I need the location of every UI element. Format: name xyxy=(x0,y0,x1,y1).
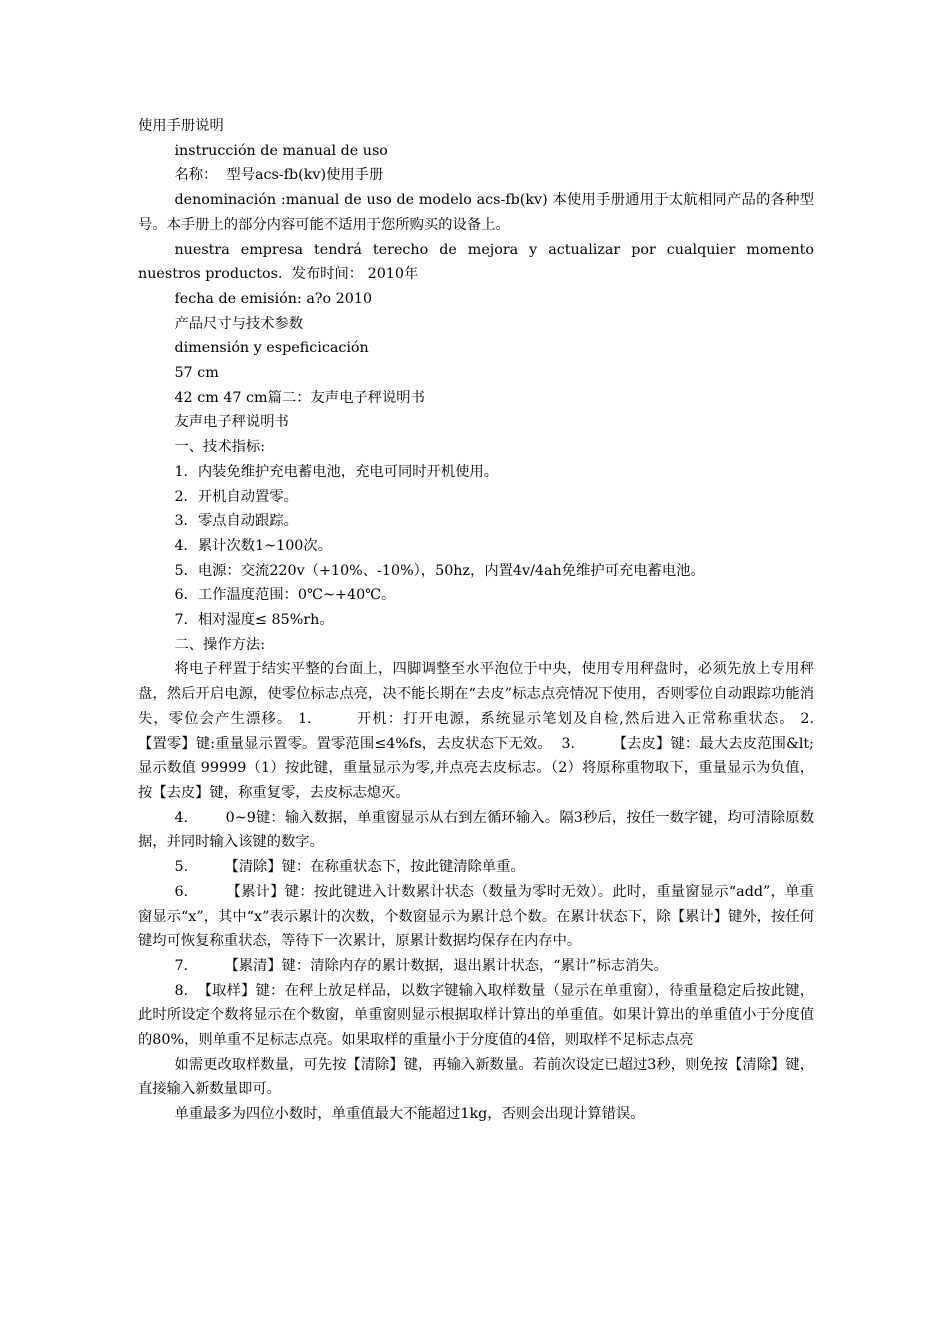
list-item: 6．工作温度范围：0℃~+40℃。 xyxy=(174,587,396,604)
list-item: 2．开机自动置零。 xyxy=(174,488,298,505)
list-item: 5．电源：交流220v（+10%、-10%），50hz，内置4v/4ah免维护可充电蓄电池。 xyxy=(174,562,705,579)
section-heading: 二、操作方法: xyxy=(174,636,266,653)
paragraph: 6. 【累计】键：按此键进入计数累计状态（数量为零时无效）。此时，重量窗显示“add”，单重窗显示“x”，其中“x”表示累计的次数，个数窗显示为累计总个数。在累计状态下，除【累计】键外，按任何键均可恢复称重状态，等待下一次累计，原累计数据均保存在内存中。 xyxy=(138,883,814,950)
list-item: 7．相对湿度≤ 85%rh。 xyxy=(174,612,334,629)
list-item: 4．累计次数1~100次。 xyxy=(174,537,332,554)
paragraph: nuestra empresa tendrá terecho de mejora y actualizar por cualquier momento nuestros productos. 发布时间： 2010年 xyxy=(138,241,819,283)
paragraph: 8. 【取样】键：在秤上放足样品，以数字键输入取样数量（显示在单重窗），待重量稳定后按此键，此时所设定个数将显示在个数窗，单重窗则显示根据取样计算出的单重值。如果计算出的单重值小于分度值的80%，则单重不足标志点亮。如果取样的重量小于分度值的4倍，则取样不足标志点亮 xyxy=(138,982,814,1049)
paragraph: 单重最多为四位小数时，单重值最大不能超过1kg，否则会出现计算错误。 xyxy=(174,1106,645,1123)
paragraph: 42 cm 47 cm篇二：友声电子秤说明书 xyxy=(174,389,425,406)
section-heading: 友声电子秤说明书 xyxy=(174,414,289,431)
section-heading: 一、技术指标: xyxy=(174,439,266,456)
paragraph: 57 cm xyxy=(174,365,219,382)
paragraph: 如需更改取样数量，可先按【清除】键，再输入新数量。若前次设定已超过3秒，则免按【清除】键，直接输入新数量即可。 xyxy=(138,1056,814,1098)
paragraph: dimensión y espeficicación xyxy=(174,340,369,357)
paragraph: fecha de emisión: a?o 2010 xyxy=(174,290,373,307)
paragraph: instrucción de manual de uso xyxy=(174,142,388,159)
section-heading: 产品尺寸与技术参数 xyxy=(174,315,304,332)
paragraph: 将电子秤置于结实平整的台面上，四脚调整至水平泡位于中央，使用专用秤盘时，必须先放上专用秤盘，然后开启电源，使零位标志点亮，决不能长期在“去皮”标志点亮情况下使用，否则零位自动跟踪功能消失，零位会产生漂移。 1. 开机：打开电源，系统显示笔划及自检,然后进入正常称重状态。 2. 【置零】键:重量显示置零。置零范围≤4%fs，去皮状态下无效。 3. 【去皮】键：最大去皮范围&lt;显示数值 99999（1）按此键，重量显示为零,并点亮去皮标志。（2）将原称重物取下，重量显示为负值，按【去皮】键，称重复零，去皮标志熄灭。 xyxy=(138,661,851,801)
document-title: 使用手册说明 xyxy=(138,118,224,134)
list-item: 3．零点自动跟踪。 xyxy=(174,513,298,530)
paragraph: 名称： 型号acs-fb(kv)使用手册 xyxy=(174,167,384,184)
document-body xyxy=(138,114,851,1127)
paragraph: 4. 0~9键：输入数据，单重窗显示从右到左循环输入。隔3秒后，按任一数字键，均可清除原数据，并同时输入该键的数字。 xyxy=(138,809,814,851)
paragraph: 7. 【累清】键：清除内存的累计数据，退出累计状态，“累计”标志消失。 xyxy=(174,957,668,974)
paragraph: denominación :manual de uso de modelo acs-fb(kv) 本使用手册通用于太航相同产品的各种型号。本手册上的部分内容可能不适用于您所购买的设备上。 xyxy=(138,192,814,233)
paragraph: 5. 【清除】键：在称重状态下，按此键清除单重。 xyxy=(174,859,525,876)
list-item: 1．内装免维护充电蓄电池，充电可同时开机使用。 xyxy=(174,463,499,480)
